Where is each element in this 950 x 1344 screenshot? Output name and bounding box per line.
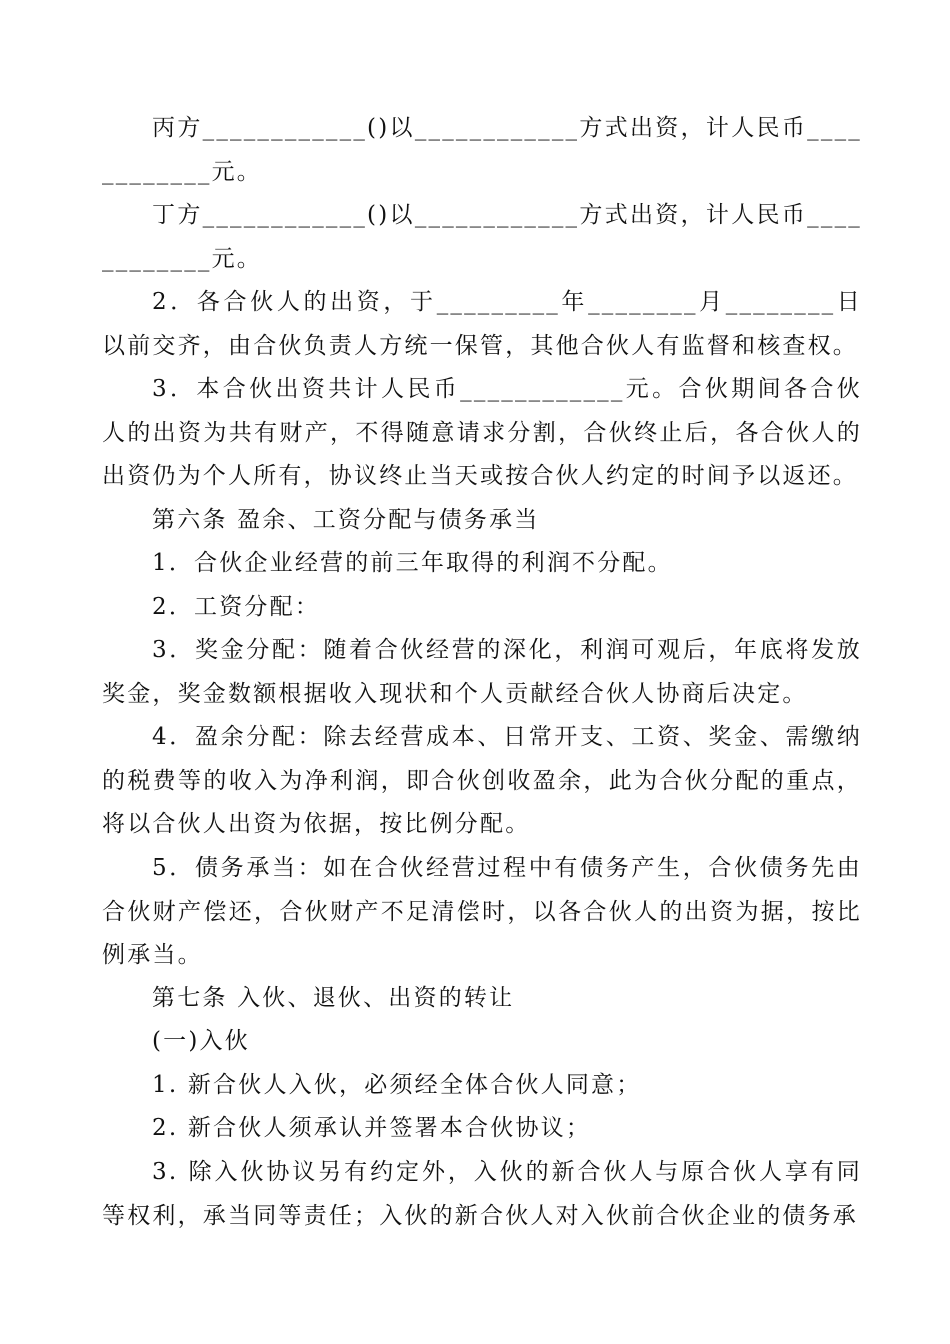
paragraph-wage-distribution: 2．工资分配： bbox=[152, 594, 321, 620]
paragraph-admission-consent: 1. 新合伙人入伙，必须经全体合伙人同意； bbox=[152, 1072, 642, 1098]
paragraph-admission-sign: 2. 新合伙人须承认并签署本合伙协议； bbox=[152, 1115, 592, 1141]
paragraph-bonus-distribution: 3．奖金分配：随着合伙经营的深化，利润可观后，年底将发放奖金，奖金数额根据收入现状和个人贡献经合伙人协商后决定。 bbox=[102, 637, 862, 707]
paragraph-debt-bearing: 5．债务承当：如在合伙经营过程中有债务产生，合伙债务先由合伙财产偿还，合伙财产不足清偿时，以各合伙人的出资为据，按比例承当。 bbox=[102, 855, 862, 968]
article-seven-heading: 第七条 入伙、退伙、出资的转让 bbox=[152, 985, 515, 1011]
section-admission-heading: (一)入伙 bbox=[152, 1028, 250, 1054]
paragraph-profit-no-distribution: 1．合伙企业经营的前三年取得的利润不分配。 bbox=[152, 550, 673, 576]
paragraph-party-c-contribution: 丙方____________()以____________方式出资，计人民币____ ________元。 bbox=[102, 115, 862, 185]
paragraph-total-contribution: 3．本合伙出资共计人民币____________元。合伙期间各合伙人的出资为共有财产，不得随意请求分割，合伙终止后，各合伙人的出资仍为个人所有，协议终止当天或按合伙人约定的时间予以返还。 bbox=[102, 376, 862, 489]
paragraph-contribution-deadline: 2．各合伙人的出资，于_________年________月________日以前交齐，由合伙负责人方统一保管，其他合伙人有监督和核查权。 bbox=[102, 289, 862, 359]
paragraph-admission-rights: 3. 除入伙协议另有约定外，入伙的新合伙人与原合伙人享有同等权利，承当同等责任；入伙的新合伙人对入伙前合伙企业的债务承 bbox=[102, 1159, 862, 1229]
article-six-heading: 第六条 盈余、工资分配与债务承当 bbox=[152, 507, 540, 533]
paragraph-party-d-contribution: 丁方____________()以____________方式出资，计人民币____ ________元。 bbox=[102, 202, 862, 272]
paragraph-surplus-distribution: 4．盈余分配：除去经营成本、日常开支、工资、奖金、需缴纳的税费等的收入为净利润，即合伙创收盈余，此为合伙分配的重点，将以合伙人出资为依据，按比例分配。 bbox=[102, 724, 862, 837]
